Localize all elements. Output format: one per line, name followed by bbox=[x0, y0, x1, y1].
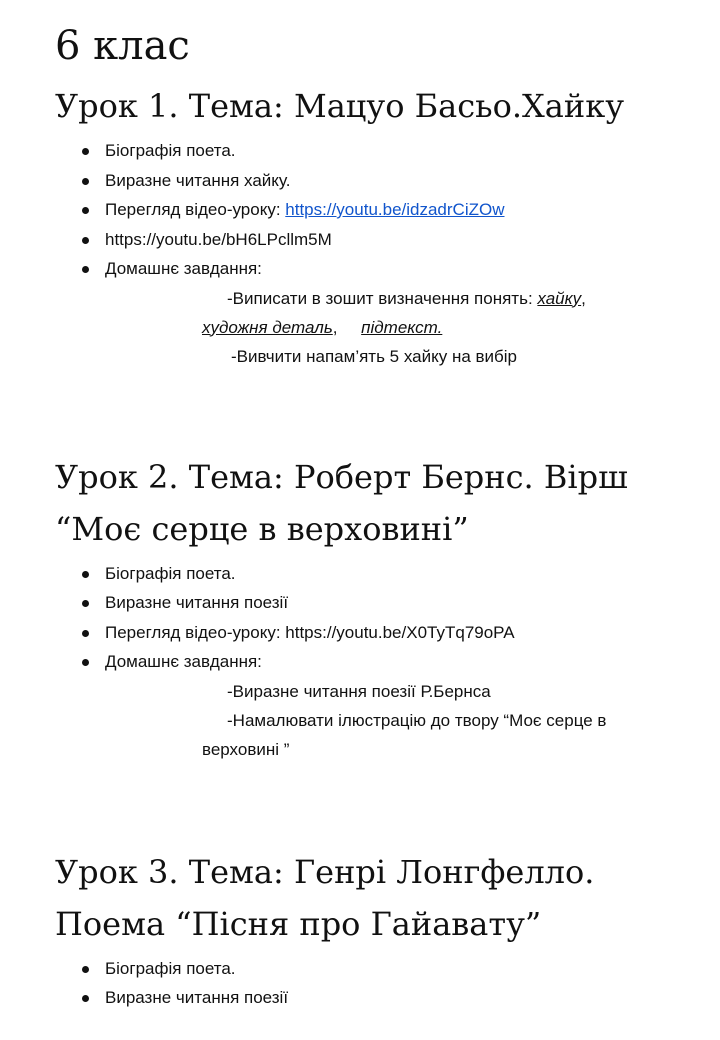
list-item-text: Домашнє завдання: bbox=[105, 259, 262, 278]
lesson-2-title: Урок 2. Тема: Роберт Бернс. Вірш “Моє серце в верховині” bbox=[55, 457, 628, 548]
lesson-3-list bbox=[55, 954, 705, 1013]
list-item bbox=[55, 559, 705, 589]
list-item-text: Виразне читання поезії bbox=[105, 988, 289, 1007]
term-detail: художня деталь bbox=[202, 317, 333, 337]
lesson-3 bbox=[55, 846, 705, 1013]
list-item-text: Перегляд відео-уроку: https://youtu.be/X0TyTq79oPA bbox=[105, 622, 515, 642]
homework-text: -Виписати в зошит визначення понять: bbox=[227, 288, 538, 308]
list-item-text: Перегляд відео-уроку: bbox=[105, 200, 286, 219]
lesson-1-title: Урок 1. Тема: Мацуо Басьо.Хайку bbox=[55, 87, 625, 125]
homework-line bbox=[202, 284, 705, 313]
list-item-text: Домашнє завдання: bbox=[105, 652, 262, 671]
list-item bbox=[55, 954, 705, 984]
homework-line: -Вивчити напам’ять 5 хайку на вибір bbox=[231, 346, 518, 366]
homework-line: -Намалювати ілюстрацію до твору “Моє серце в bbox=[227, 710, 607, 730]
list-item bbox=[55, 225, 705, 255]
homework-line: -Виразне читання поезії Р.Бернса bbox=[227, 681, 491, 701]
list-item bbox=[55, 647, 705, 677]
list-item bbox=[55, 254, 705, 284]
list-item bbox=[55, 588, 705, 618]
lesson-1 bbox=[55, 80, 705, 371]
list-item-text: Біографія поета. bbox=[105, 958, 236, 978]
list-item-text: https://youtu.be/bH6LPcllm5M bbox=[105, 229, 332, 249]
lesson-2-list bbox=[55, 559, 705, 677]
list-item-text: Виразне читання поезії bbox=[105, 593, 289, 612]
list-item bbox=[55, 195, 705, 225]
document-page bbox=[55, 20, 705, 1013]
list-item bbox=[55, 618, 705, 648]
lesson-1-list bbox=[55, 136, 705, 284]
grade-title: 6 клас bbox=[55, 23, 190, 69]
homework-line: верховині ” bbox=[202, 739, 290, 759]
homework-line bbox=[202, 313, 705, 342]
list-item bbox=[55, 136, 705, 166]
lesson-3-title: Урок 3. Тема: Генрі Лонгфелло. Поема “Пісня про Гайавату” bbox=[55, 852, 595, 943]
video-lesson-link[interactable]: https://youtu.be/idzadrCiZOw bbox=[285, 200, 505, 219]
list-item bbox=[55, 983, 705, 1013]
lesson-1-homework bbox=[55, 284, 705, 371]
term-subtext: підтекст. bbox=[361, 317, 443, 337]
separator: , bbox=[581, 288, 586, 308]
list-item-text: Біографія поета. bbox=[105, 141, 236, 160]
list-item-text: Біографія поета. bbox=[105, 563, 236, 583]
lesson-2-homework bbox=[55, 677, 705, 764]
term-haiku: хайку bbox=[537, 288, 582, 308]
lesson-2 bbox=[55, 451, 705, 764]
separator: , bbox=[332, 317, 338, 337]
list-item bbox=[55, 166, 705, 196]
list-item-text: Виразне читання хайку. bbox=[105, 170, 291, 190]
